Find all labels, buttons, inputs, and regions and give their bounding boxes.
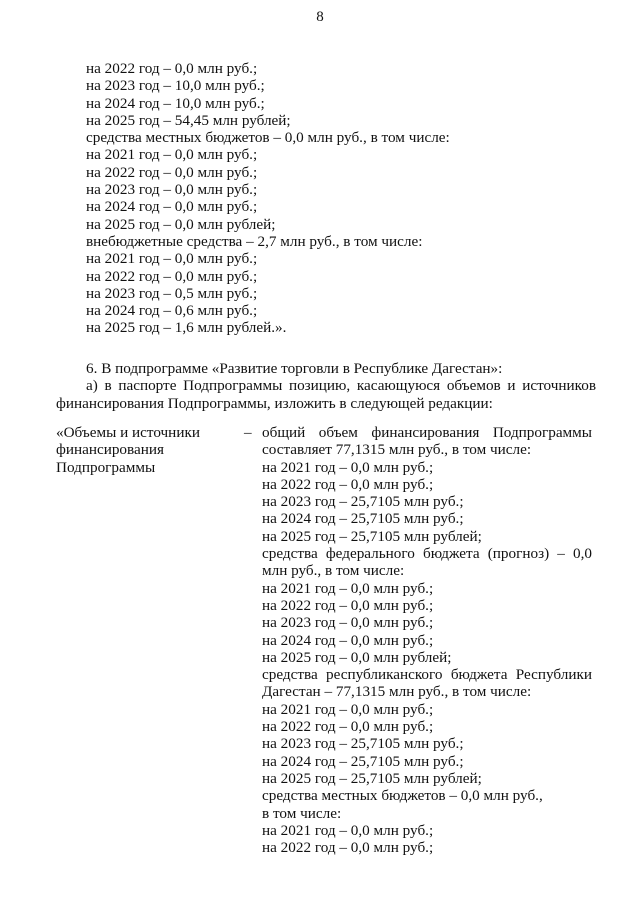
passport-value-line: на 2025 год – 25,7105 млн рублей; [262, 769, 482, 787]
passport-value-line: на 2021 год – 0,0 млн руб.; [262, 700, 434, 718]
funding-line: на 2022 год – 0,0 млн руб.; [86, 60, 258, 77]
passport-value-line: средства федерального бюджета (прогноз) – 0,0 [262, 545, 592, 563]
passport-value [262, 424, 592, 856]
funding-line: на 2023 год – 0,5 млн руб.; [86, 284, 258, 302]
passport-value-line: Дагестан – 77,1315 млн руб., в том числе: [262, 683, 532, 701]
funding-line: на 2023 год – 0,0 млн руб.; [86, 181, 258, 199]
passport-label-line: финансирования [56, 441, 164, 459]
passport-value-line: на 2022 год – 0,0 млн руб.; [262, 718, 434, 736]
passport-value-line: на 2025 год – 25,7105 млн рублей; [262, 527, 482, 545]
funding-line: на 2021 год – 0,0 млн руб.; [86, 146, 258, 164]
section-6 [56, 360, 596, 412]
passport-value-line: на 2021 год – 0,0 млн руб.; [262, 821, 434, 839]
funding-line: на 2024 год – 0,6 млн руб.; [86, 302, 258, 320]
passport-value-line: на 2022 год – 0,0 млн руб.; [262, 839, 434, 857]
funding-line: внебюджетные средства – 2,7 млн руб., в том числе: [86, 232, 423, 250]
passport-value-line: на 2023 год – 0,0 млн руб.; [262, 614, 434, 632]
passport-value-line: на 2024 год – 0,0 млн руб.; [262, 631, 434, 649]
passport-value-line: общий объем финансирования Подпрограммы [262, 424, 592, 441]
section-heading: 6. В подпрограмме «Развитие торговли в Республике Дагестан»: [86, 360, 503, 377]
page-number: 8 [316, 9, 324, 25]
passport-value-line: на 2021 год – 0,0 млн руб.; [262, 579, 434, 597]
passport-value-line: на 2021 год – 0,0 млн руб.; [262, 458, 434, 476]
funding-continuation-block [86, 60, 606, 337]
item-a-line: а) в паспорте Подпрограммы позицию, касающуюся объемов и источников [86, 377, 596, 395]
funding-line: средства местных бюджетов – 0,0 млн руб., в том числе: [86, 129, 450, 147]
funding-line: на 2024 год – 10,0 млн руб.; [86, 94, 265, 112]
passport-label-line: Подпрограммы [56, 458, 156, 476]
funding-line: на 2022 год – 0,0 млн руб.; [86, 163, 258, 181]
passport-value-line: на 2024 год – 25,7105 млн руб.; [262, 752, 464, 770]
passport-label-line: «Объемы и источники [56, 424, 200, 441]
passport-value-line: составляет 77,1315 млн руб., в том числе: [262, 441, 532, 459]
funding-line: на 2025 год – 0,0 млн рублей; [86, 215, 276, 233]
item-a-line: финансирования Подпрограммы, изложить в следующей редакции: [56, 394, 493, 412]
passport-value-line: на 2023 год – 25,7105 млн руб.; [262, 735, 464, 753]
passport-value-line: средства местных бюджетов – 0,0 млн руб., [262, 787, 543, 805]
passport-value-line: млн руб., в том числе: [262, 562, 405, 580]
funding-line: на 2022 год – 0,0 млн руб.; [86, 267, 258, 285]
passport-label [56, 424, 236, 476]
funding-line: на 2025 год – 1,6 млн рублей.». [86, 319, 287, 337]
passport-value-line: на 2023 год – 25,7105 млн руб.; [262, 493, 464, 511]
passport-value-line: на 2024 год – 25,7105 млн руб.; [262, 510, 464, 528]
passport-dash: – [244, 424, 252, 441]
passport-value-line: на 2025 год – 0,0 млн рублей; [262, 648, 452, 666]
funding-line: на 2021 год – 0,0 млн руб.; [86, 250, 258, 268]
passport-value-line: на 2022 год – 0,0 млн руб.; [262, 596, 434, 614]
passport-value-line: на 2022 год – 0,0 млн руб.; [262, 475, 434, 493]
passport-value-line: средства республиканского бюджета Республики [262, 666, 592, 684]
funding-line: на 2024 год – 0,0 млн руб.; [86, 198, 258, 216]
passport-value-line: в том числе: [262, 804, 342, 822]
funding-line: на 2025 год – 54,45 млн рублей; [86, 111, 291, 129]
funding-line: на 2023 год – 10,0 млн руб.; [86, 77, 265, 95]
